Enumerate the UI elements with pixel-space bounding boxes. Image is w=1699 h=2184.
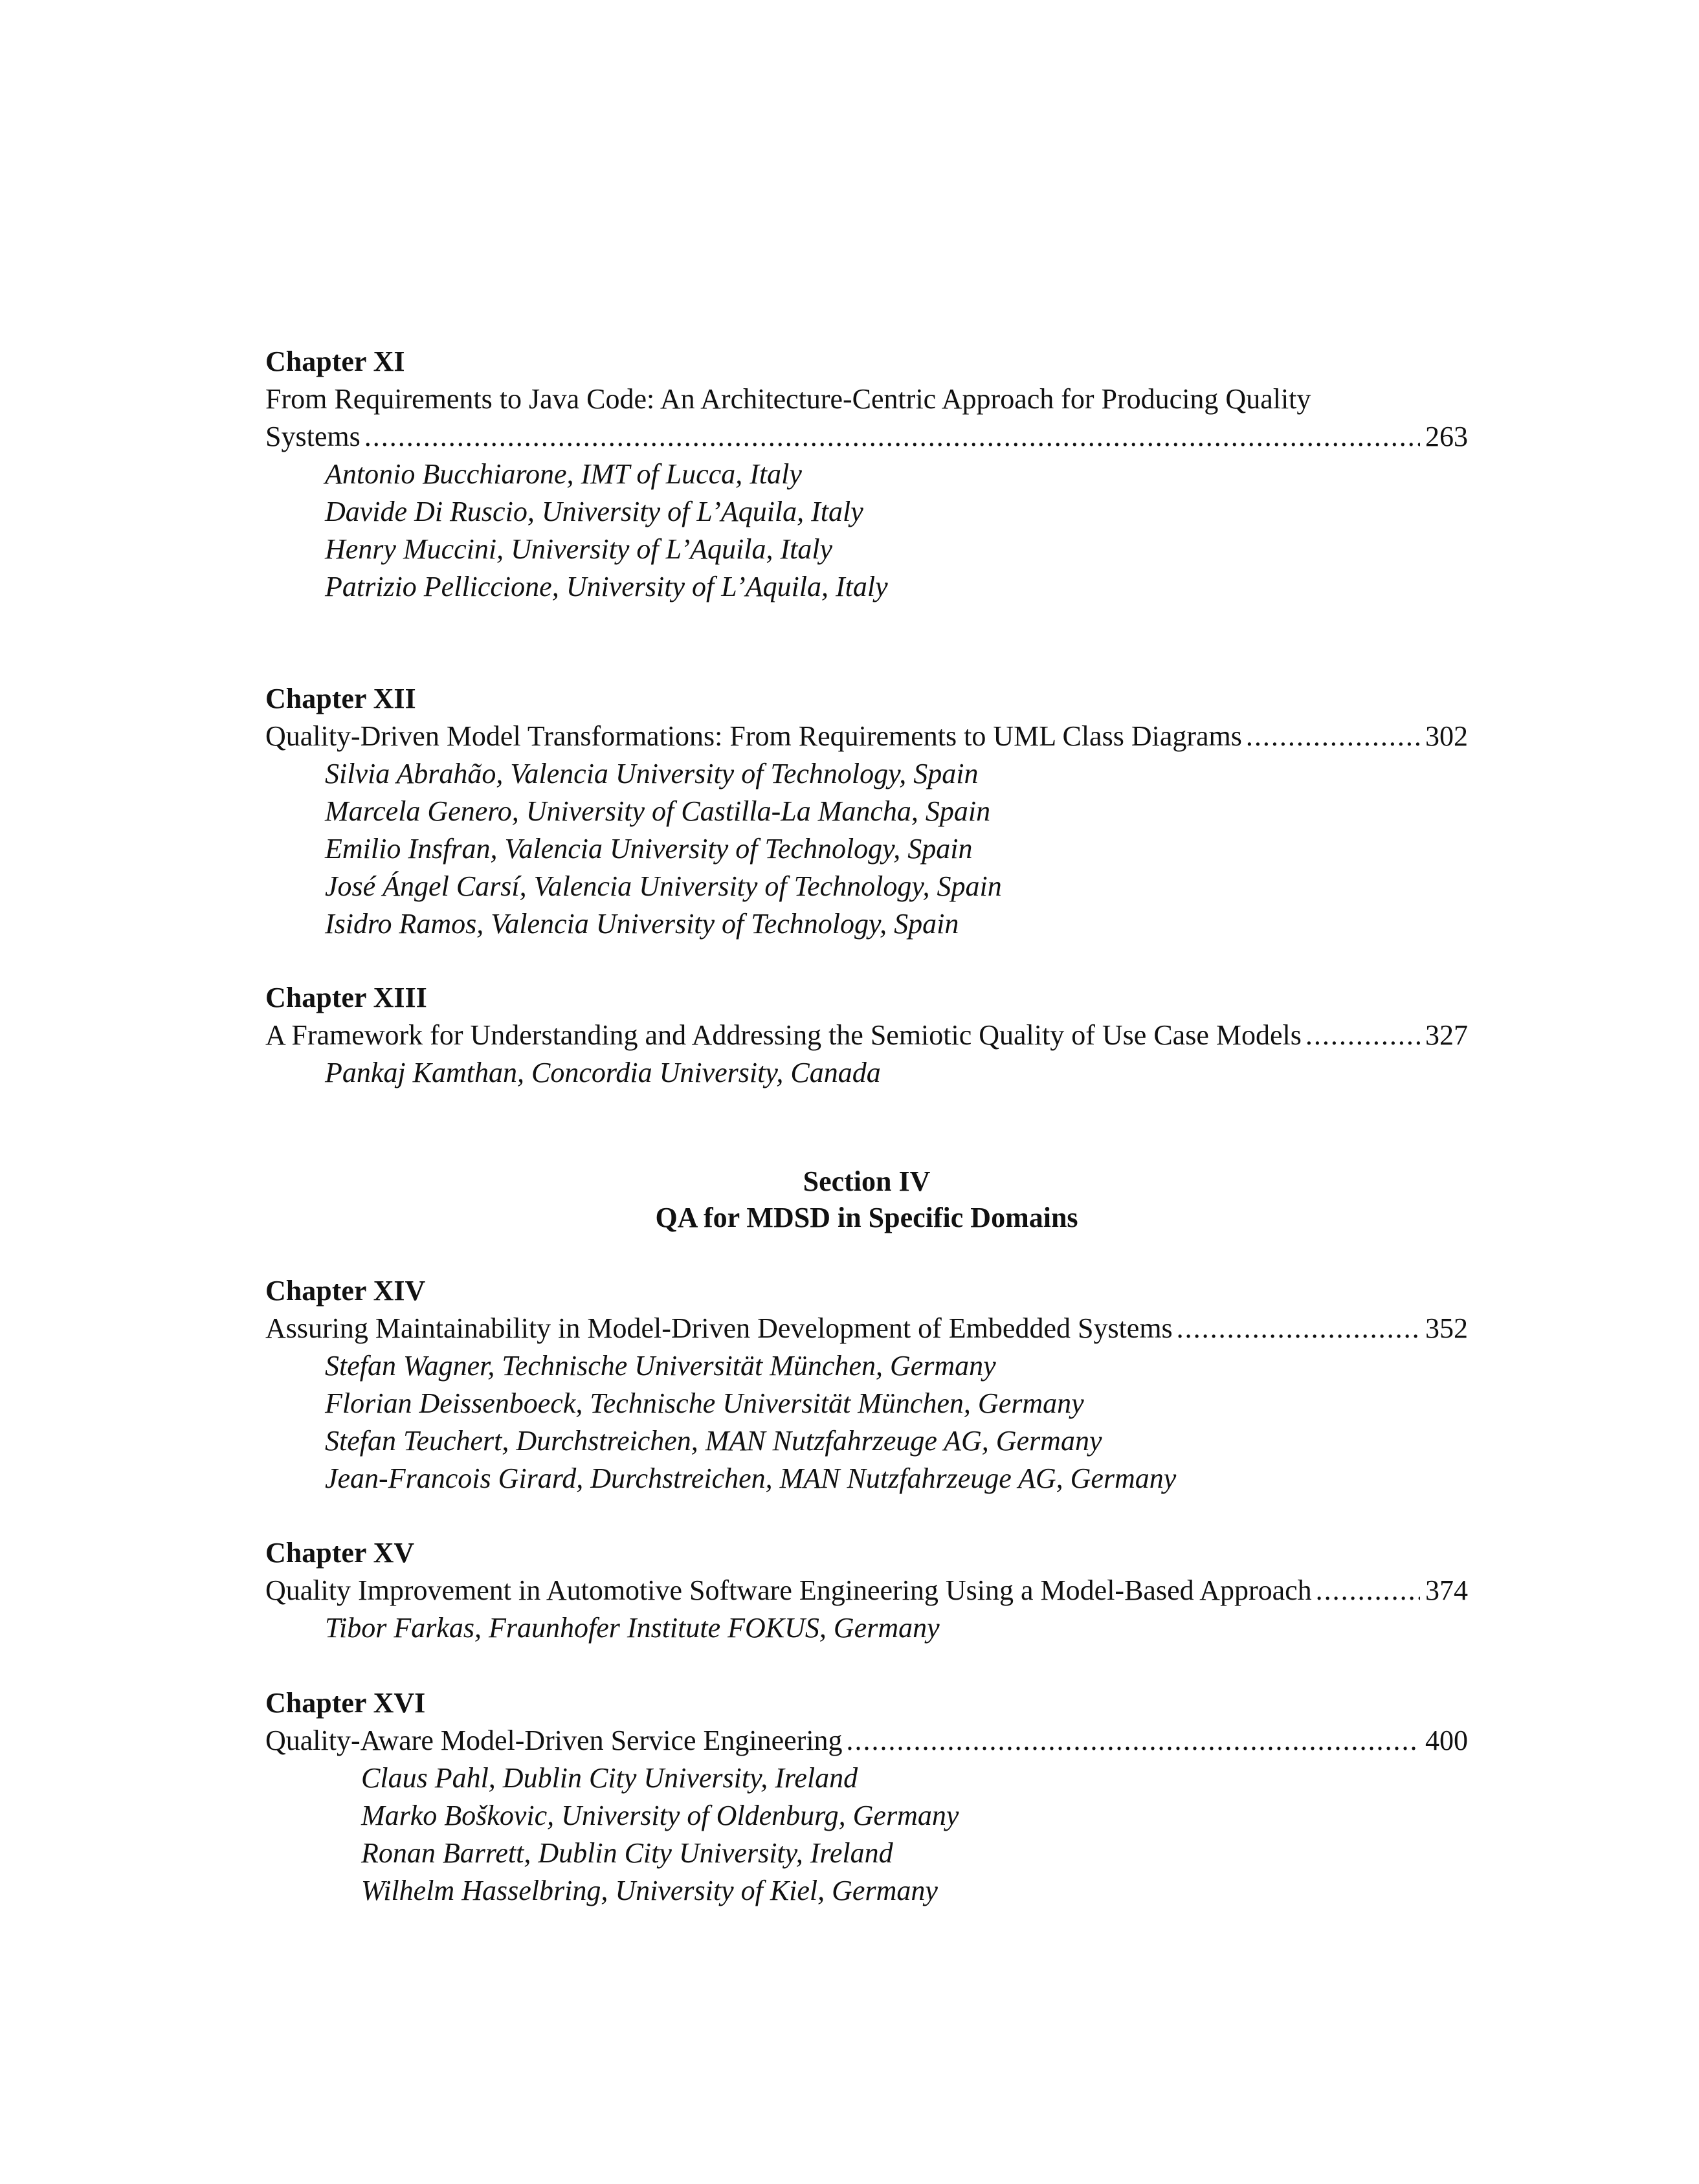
section-title: QA for MDSD in Specific Domains	[655, 1202, 1078, 1233]
dot-leader	[1316, 1572, 1420, 1609]
page-number: 374	[1425, 1574, 1468, 1606]
chapter-title-line: Quality-Driven Model Transformations: From Requirements to UML Class Diagrams	[265, 720, 1242, 752]
section-heading	[265, 1164, 1468, 1236]
author-line: Marcela Genero, University of Castilla-La Mancha, Spain	[325, 795, 991, 827]
author-line: Wilhelm Hasselbring, University of Kiel, Germany	[361, 1875, 938, 1906]
author-line: Stefan Teuchert, Durchstreichen, MAN Nutzfahrzeuge AG, Germany	[325, 1425, 1102, 1457]
page-number: 302	[1425, 720, 1468, 752]
chapter-title-line: Quality Improvement in Automotive Software Engineering Using a Model-Based Approach	[265, 1574, 1312, 1606]
author-line: Tibor Farkas, Fraunhofer Institute FOKUS, Germany	[325, 1612, 940, 1644]
page-number: 327	[1425, 1019, 1468, 1051]
dot-leader	[847, 1722, 1420, 1759]
author-line: Henry Muccini, University of L’Aquila, Italy	[325, 533, 833, 565]
dot-leader	[364, 418, 1420, 456]
toc-chapter-15	[265, 1534, 1468, 1647]
author-line: Patrizio Pelliccione, University of L’Aquila, Italy	[325, 571, 888, 602]
chapter-entry[interactable]	[265, 418, 1468, 456]
chapter-entry[interactable]	[265, 1310, 1468, 1347]
author-line: Davide Di Ruscio, University of L’Aquila, Italy	[325, 496, 863, 527]
chapter-entry[interactable]	[265, 1572, 1468, 1609]
page-number: 352	[1425, 1312, 1468, 1344]
author-line: Jean-Francois Girard, Durchstreichen, MAN Nutzfahrzeuge AG, Germany	[325, 1462, 1177, 1494]
chapter-label: Chapter XI	[265, 346, 405, 377]
chapter-title-line: From Requirements to Java Code: An Architecture-Centric Approach for Producing Quality	[265, 383, 1311, 415]
author-line: Pankaj Kamthan, Concordia University, Canada	[325, 1057, 881, 1088]
chapter-label: Chapter XIV	[265, 1275, 426, 1307]
chapter-entry[interactable]	[265, 1017, 1468, 1054]
author-line: Marko Boškovic, University of Oldenburg, Germany	[361, 1800, 959, 1831]
chapter-entry[interactable]	[265, 1722, 1468, 1759]
chapter-label: Chapter XIII	[265, 982, 427, 1013]
toc-chapter-12	[265, 680, 1468, 943]
author-line: Antonio Bucchiarone, IMT of Lucca, Italy	[325, 458, 802, 490]
toc-chapter-13	[265, 979, 1468, 1092]
chapter-label: Chapter XII	[265, 683, 416, 714]
dot-leader	[1246, 718, 1420, 755]
author-line: Emilio Insfran, Valencia University of Technology, Spain	[325, 833, 973, 865]
section-label: Section IV	[803, 1165, 931, 1197]
page-number: 263	[1425, 421, 1468, 452]
chapter-title-line: Systems	[265, 421, 361, 452]
chapter-title-line: Quality-Aware Model-Driven Service Engineering	[265, 1725, 843, 1756]
author-line: Silvia Abrahão, Valencia University of Technology, Spain	[325, 758, 979, 789]
author-line: Stefan Wagner, Technische Universität München, Germany	[325, 1350, 996, 1382]
author-line: Ronan Barrett, Dublin City University, Ireland	[361, 1837, 893, 1869]
dot-leader	[1305, 1017, 1420, 1054]
chapter-label: Chapter XV	[265, 1537, 415, 1569]
page-number: 400	[1425, 1725, 1468, 1756]
author-line: Florian Deissenboeck, Technische Universität München, Germany	[325, 1387, 1084, 1419]
toc-chapter-14	[265, 1272, 1468, 1497]
toc-chapter-11	[265, 343, 1468, 606]
author-line: Isidro Ramos, Valencia University of Technology, Spain	[325, 908, 959, 940]
toc-chapter-16	[265, 1684, 1468, 1910]
author-line: Claus Pahl, Dublin City University, Ireland	[361, 1762, 858, 1794]
chapter-entry[interactable]	[265, 718, 1468, 755]
chapter-label: Chapter XVI	[265, 1687, 426, 1719]
chapter-title-line: A Framework for Understanding and Addressing the Semiotic Quality of Use Case Models	[265, 1019, 1302, 1051]
chapter-title-line: Assuring Maintainability in Model-Driven Development of Embedded Systems	[265, 1312, 1173, 1344]
dot-leader	[1177, 1310, 1420, 1347]
author-line: José Ángel Carsí, Valencia University of Technology, Spain	[325, 870, 1002, 902]
